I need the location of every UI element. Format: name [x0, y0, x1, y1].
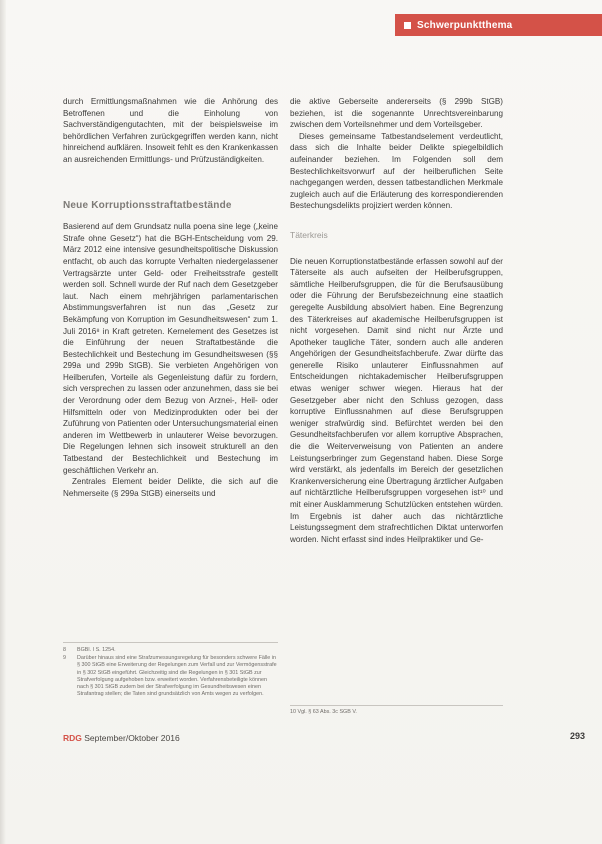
left-footnotes [63, 642, 278, 699]
footnote-text: BGBl. I S. 1254. [77, 647, 116, 653]
page-footer [63, 733, 180, 743]
section-tag-label: Schwerpunktthema [417, 19, 513, 31]
left-paragraph-2: Zentrales Element beider Delikte, die sich auf die Nehmerseite (§ 299a StGB) einerseits und [63, 477, 278, 498]
footnote-number: 8 [63, 647, 66, 653]
right-column [290, 96, 503, 545]
page-gutter-shadow [0, 0, 6, 844]
right-footnote: 10 Vgl. § 63 Abs. 3c SGB V. [290, 705, 503, 715]
footnote [63, 655, 278, 698]
page-number: 293 [570, 731, 586, 741]
footer-brand: RDG [63, 733, 82, 743]
left-intro-paragraph: durch Ermittlungsmaßnahmen wie die Anhörung des Betroffenen und die Einholung von Sachverständigengutachten, mit der beispielsweise im behördlichen Verfahren zurückgegriffen werden kann, nicht hinreichend aufklären. Insoweit fehlt es den Krankenkassen an ausreichenden Ermittlungs- und Prüfzuständigkeiten. [63, 97, 278, 164]
footnote-text: Darüber hinaus sind eine Strafzumessungsregelung für besonders schwere Fälle in § 300 StGB eine Erweiterung der Regelungen zum Verfall und zur Vermögensstrafe in § 302 StGB eingeführt. Gleichzeitig sind die Regelungen in § 301 StGB zur Strafverfolgung aufgehoben bzw. erweitert worden. Verfahrensbeteiligte können nach § 301 StGB zudem bei der Strafverfolgung im Gesundheitswesen einen Strafantrag stellen; die Taten sind grundsätzlich von Amts wegen zu verfolgen. [77, 655, 277, 698]
section-tag [395, 14, 602, 36]
right-paragraph-3: Die neuen Korruptionstatbestände erfassen sowohl auf der Täterseite als auch aufseiten der Heilberufsgruppen, sämtliche Heilberufsgruppen, die für die Berufsausübung oder die Führung der Berufsbezeichnung eine staatlich geregelte Ausbildung absolviert haben. Eine Begrenzung des Täterkreises auf akademische Heilberufsgruppen ist nicht vorgesehen. Damit sind nicht nur Ärzte und Apotheker taugliche Täter, sondern auch alle anderen Angehörigen der Gesundheitsfachberufe. Zwar dürfte das generelle Risiko unlauterer Einflussnahmen auf Entscheidungen nichtakademischer Heilberufsgruppen etwas weniger schwer wiegen. Hieraus hat der Gesetzgeber aber nicht den Schluss gezogen, dass korruptive Einflussnahmen auf diese Berufsgruppen weniger strafwürdig sind. Befürchtet werden bei den Gesundheitsfachberufen vor allem korruptive Absprachen, die die Weiterverweisung von Patienten an andere Leistungserbringer zum Gegenstand haben. Diese Sorge wird verstärkt, als jedenfalls im Bereich der gesetzlichen Krankenversicherung eine Übertragung ärztlicher Aufgaben auf nichtärztliche Heilberufsgruppen vorgesehen ist¹⁰ und mit einer Ausklammerung Schutzlücken entstehen würden. Im Ergebnis ist daher auch das nichtärztliche Leistungssegment dem strafrechtlichen Diktat unterworfen worden. Nicht erfasst sind indes Heilpraktiker und Ge- [290, 256, 503, 544]
subsection-heading: Täterkreis [290, 229, 328, 240]
footnote [63, 647, 278, 654]
right-paragraph-2: Dieses gemeinsame Tatbestandselement verdeutlicht, dass sich die Inhalte beider Delikte spiegelbildlich aufeinander beziehen. Im Folgenden soll dem Bestechlichkeitsvorwurf auf der heilberuflichen Seite nachgegangen werden, dessen tatbestandlichen Merkmale zugleich auch auf die Erläuterung des korrespondierenden Bestechungsdelikts projiziert werden können. [290, 131, 503, 211]
section-heading: Neue Korruptionsstraftatbestände [63, 199, 232, 211]
right-paragraph-1: die aktive Geberseite andererseits (§ 299b StGB) beziehen, ist die sogenannte Unrechtsvereinbarung zwischen dem Vorteilsnehmer und dem Vorteilsgeber. [290, 97, 503, 130]
left-paragraph-1: Basierend auf dem Grundsatz nulla poena sine lege („keine Strafe ohne Gesetz“) hat die BGH-Entscheidung vom 29. März 2012 eine intensive gesundheitspolitische Diskussion entfacht, ob auch das korrupte Verhalten niedergelassener Vertragsärzte unter Geld- oder Freiheitsstrafe gestellt werden soll. Schnell wurde der Ruf nach dem Gesetzgeber laut. Nach einem mehrjährigen parlamentarischen Abstimmungsverfahren ist nun das „Gesetz zur Bekämpfung von Korruption im Gesundheitswesen“ zum 1. Juli 2016⁸ in Kraft getreten. Kernelement des Gesetzes ist die Einführung der neuen Straftatbestände die Bestechlichkeit und Bestechung im Gesundheitswesen (§§ 299a und 299b StGB). Sie verbieten Angehörigen von Heilberufen, Vorteile als Gegenleistung dafür zu fordern, sich versprechen zu lassen oder anzunehmen, dass sie bei der Verordnung oder dem Bezug von Arznei-, Heil- oder Hilfsmitteln oder von Medizinprodukten oder bei der Zuführung von Patienten oder Untersuchungsmaterial einen anderen im Wettbewerb in unlauterer Weise bevorzugen. Die Regelungen lehnen sich insoweit strukturell an den Tatbestand der Bestechlichkeit und Bestechung im geschäftlichen Verkehr an. [63, 222, 278, 475]
section-square-icon [404, 22, 411, 29]
left-column [63, 96, 278, 499]
footnote-number: 9 [63, 655, 66, 662]
footer-issue: September/Oktober 2016 [81, 733, 180, 743]
